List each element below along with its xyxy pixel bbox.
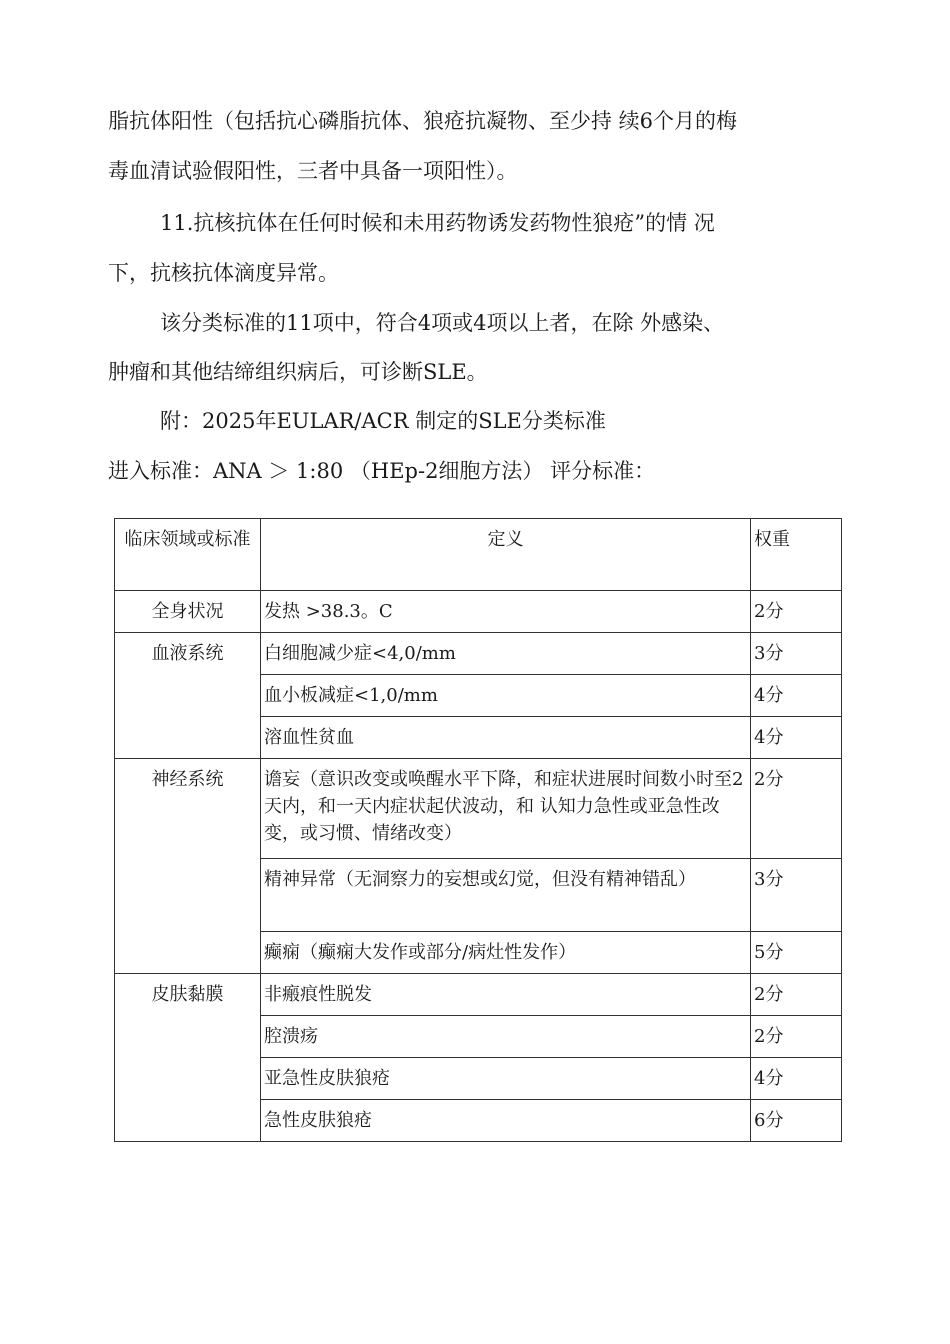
header-definition: 定义 (261, 519, 751, 591)
table-row (115, 974, 842, 1016)
definition-cell: 急性皮肤狼疮 (261, 1100, 751, 1142)
paragraph-line: 肿瘤和其他结缔组织病后，可诊断SLE。 (108, 360, 488, 384)
definition-cell: 亚急性皮肤狼疮 (261, 1058, 751, 1100)
paragraph-line: 毒血清试验假阳性，三者中具备一项阳性）。 (108, 159, 518, 183)
definition-cell: 腔溃疡 (261, 1016, 751, 1058)
weight-cell: 2分 (751, 974, 842, 1016)
domain-cell: 皮肤黏膜 (115, 974, 261, 1142)
domain-cell: 血液系统 (115, 633, 261, 759)
definition-cell: 癫痫（癫痫大发作或部分/病灶性发作） (261, 932, 751, 974)
domain-cell: 神经系统 (115, 759, 261, 974)
table-header-row (115, 519, 842, 591)
paragraph-line: 脂抗体阳性（包括抗心磷脂抗体、狼疮抗凝物、至少持 续6个月的梅 (108, 109, 738, 133)
weight-cell: 3分 (751, 633, 842, 675)
table-row (115, 759, 842, 859)
weight-cell: 6分 (751, 1100, 842, 1142)
table-row (115, 633, 842, 675)
weight-cell: 5分 (751, 932, 842, 974)
definition-cell: 白细胞减少症<4,0/mm (261, 633, 751, 675)
entry-criteria: 进入标准：ANA ＞ 1:80 （HEp-2细胞方法） 评分标准： (108, 459, 656, 483)
definition-cell: 血小板减症<1,0/mm (261, 675, 751, 717)
definition-cell: 溶血性贫血 (261, 717, 751, 759)
weight-cell: 4分 (751, 675, 842, 717)
paragraph-line: 该分类标准的11项中，符合4项或4项以上者，在除 外感染、 (160, 311, 725, 335)
weight-cell: 2分 (751, 759, 842, 859)
table-row (115, 591, 842, 633)
header-weight: 权重 (751, 519, 842, 591)
criteria-table (114, 518, 842, 1142)
header-domain: 临床领域或标准 (115, 519, 261, 591)
definition-cell: 非瘢痕性脱发 (261, 974, 751, 1016)
weight-cell: 4分 (751, 717, 842, 759)
weight-cell: 4分 (751, 1058, 842, 1100)
appendix-title: 附：2025年EULAR/ACR 制定的SLE分类标准 (160, 409, 606, 433)
paragraph-line: 下，抗核抗体滴度异常。 (108, 261, 339, 285)
domain-cell: 全身状况 (115, 591, 261, 633)
definition-cell: 精神异常（无洞察力的妄想或幻觉，但没有精神错乱） (261, 859, 751, 932)
definition-cell: 发热 >38.3。C (261, 591, 751, 633)
paragraph-line: 11.抗核抗体在任何时候和未用药物诱发药物性狼疮”的情 况 (160, 211, 715, 235)
weight-cell: 2分 (751, 1016, 842, 1058)
weight-cell: 3分 (751, 859, 842, 932)
weight-cell: 2分 (751, 591, 842, 633)
definition-cell: 谵妄（意识改变或唤醒水平下降，和症状进展时间数小时至2 天内，和一天内症状起伏波动，和 认知力急性或亚急性改变，或习惯、情绪改变） (261, 759, 751, 859)
